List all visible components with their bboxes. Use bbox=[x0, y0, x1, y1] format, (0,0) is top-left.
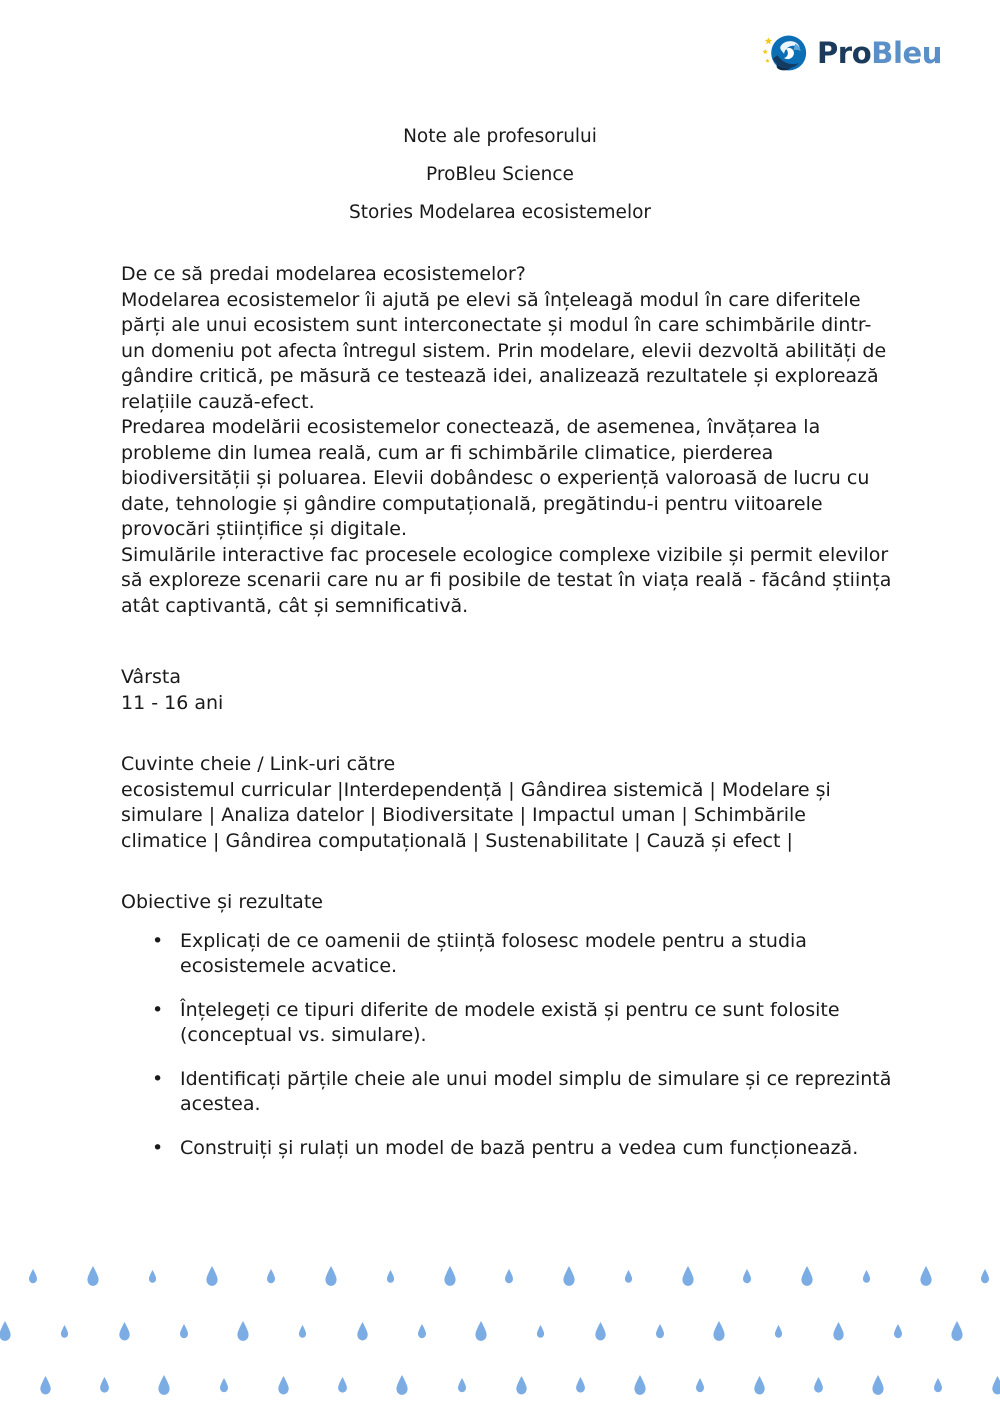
water-droplet-icon bbox=[356, 1322, 369, 1342]
water-droplet-icon bbox=[86, 1266, 100, 1288]
water-droplet-icon bbox=[99, 1377, 110, 1394]
water-droplet-icon bbox=[266, 1269, 276, 1285]
water-droplet-icon bbox=[474, 1321, 488, 1343]
water-droplet-icon bbox=[205, 1266, 219, 1288]
footer-droplet-pattern bbox=[0, 1255, 1000, 1415]
water-droplet-icon bbox=[277, 1376, 290, 1396]
spacer bbox=[121, 619, 893, 665]
water-droplet-icon bbox=[118, 1322, 131, 1342]
page-subtitle: ProBleu Science bbox=[426, 164, 574, 185]
probleu-globe-icon bbox=[762, 30, 808, 76]
water-droplet-icon bbox=[774, 1325, 783, 1339]
spacer bbox=[121, 716, 893, 752]
objectives-list bbox=[121, 929, 893, 1162]
water-droplet-icon bbox=[28, 1269, 38, 1285]
keywords-value: ecosistemul curricular |Interdependență | Gândirea sistemică | Modelare și simulare | Analiza datelor | Biodiversitate | Impactul uman | Schimbările climatice | Gândirea computațională | Sustenabilitate | Cauză și efect | bbox=[121, 778, 831, 852]
water-droplet-icon bbox=[800, 1266, 814, 1288]
document-body bbox=[121, 262, 893, 1161]
list-item-text: Construiți și rulați un model de bază pentru a vedea cum funcționează. bbox=[180, 1136, 859, 1159]
water-droplet-icon bbox=[298, 1325, 307, 1339]
water-droplet-icon bbox=[655, 1324, 665, 1340]
water-droplet-icon bbox=[832, 1322, 845, 1342]
why-paragraph-1: Modelarea ecosistemelor îi ajută pe elevi să înțeleagă modul în care diferitele părți ale unui ecosistem sunt interconectate și modul în care schimbările dintr-un domeniu pot afecta întregul sistem. Prin modelare, elevii dezvoltă abilități de gândire critică, pe măsură ce testează idei, analizează rezultatele și explorează relațiile cauză-efect. bbox=[121, 288, 887, 413]
water-droplet-icon bbox=[862, 1270, 871, 1284]
water-droplet-icon bbox=[395, 1375, 409, 1397]
water-droplet-icon bbox=[157, 1375, 171, 1397]
water-droplet-icon bbox=[536, 1325, 545, 1339]
water-droplet-icon bbox=[60, 1325, 69, 1339]
water-droplet-icon bbox=[504, 1269, 514, 1285]
water-droplet-icon bbox=[562, 1266, 576, 1288]
water-droplet-icon bbox=[991, 1376, 1000, 1396]
age-label: Vârsta bbox=[121, 666, 181, 688]
age-value: 11 - 16 ani bbox=[121, 691, 224, 714]
objectives-label: Obiective și rezultate bbox=[121, 891, 323, 913]
water-droplet-icon bbox=[39, 1376, 52, 1396]
water-droplet-icon bbox=[681, 1266, 695, 1288]
brand-name-part1: Pro bbox=[816, 35, 872, 70]
bullet-icon: • bbox=[152, 998, 164, 1021]
water-droplet-icon bbox=[695, 1378, 705, 1394]
brand-logo bbox=[762, 30, 942, 76]
water-droplet-icon bbox=[871, 1375, 885, 1397]
spacer bbox=[121, 854, 893, 890]
page-title: Note ale profesorului bbox=[403, 126, 597, 147]
document-title-block bbox=[0, 118, 1000, 232]
water-droplet-icon bbox=[933, 1378, 943, 1394]
water-droplet-icon bbox=[753, 1376, 766, 1396]
bullet-icon: • bbox=[152, 929, 164, 952]
water-droplet-icon bbox=[893, 1324, 903, 1340]
water-droplet-icon bbox=[712, 1321, 726, 1343]
water-droplet-icon bbox=[324, 1266, 338, 1288]
water-droplet-icon bbox=[443, 1266, 457, 1288]
list-item-text: Explicați de ce oamenii de știință folosesc modele pentru a studia ecosistemele acvatice. bbox=[180, 929, 807, 977]
water-droplet-icon bbox=[742, 1269, 752, 1285]
water-droplet-icon bbox=[0, 1321, 12, 1343]
water-droplet-icon bbox=[813, 1377, 824, 1394]
brand-name-part2: Bleu bbox=[871, 35, 942, 70]
why-paragraph-2: Predarea modelării ecosistemelor conectează, de asemenea, învățarea la probleme din lumea reală, cum ar fi schimbările climatice, pierderea biodiversității și poluarea. Elevii dobândesc o experiență valoroasă de lucru cu date, tehnologie și gândire computațională, pregătindu-i pentru viitoarele provocări științifice și digitale. bbox=[121, 416, 870, 540]
water-droplet-icon bbox=[179, 1324, 189, 1340]
section-heading-why: De ce să predai modelarea ecosistemelor? bbox=[121, 263, 526, 285]
list-item bbox=[121, 929, 893, 980]
keywords-label: Cuvinte cheie / Link-uri către bbox=[121, 753, 396, 775]
water-droplet-icon bbox=[950, 1321, 964, 1343]
water-droplet-icon bbox=[386, 1270, 395, 1284]
list-item bbox=[121, 1067, 893, 1118]
list-item bbox=[121, 1136, 893, 1162]
bullet-icon: • bbox=[152, 1136, 164, 1159]
water-droplet-icon bbox=[919, 1266, 933, 1288]
list-item bbox=[121, 998, 893, 1049]
water-droplet-icon bbox=[337, 1377, 348, 1394]
bullet-icon: • bbox=[152, 1067, 164, 1090]
brand-wordmark bbox=[816, 35, 942, 70]
why-paragraph-3: Simulările interactive fac procesele ecologice complexe vizibile și permit elevilor să exploreze scenarii care nu ar fi posibile de testat în viața reală - făcând știința atât captivantă, cât și semnificativă. bbox=[121, 543, 892, 617]
page-topic: Stories Modelarea ecosistemelor bbox=[348, 202, 652, 223]
water-droplet-icon bbox=[219, 1378, 229, 1394]
water-droplet-icon bbox=[633, 1375, 647, 1397]
water-droplet-icon bbox=[515, 1376, 528, 1396]
water-droplet-icon bbox=[624, 1270, 633, 1284]
water-droplet-icon bbox=[594, 1322, 607, 1342]
list-item-text: Înțelegeți ce tipuri diferite de modele există și pentru ce sunt folosite (conceptual vs. simulare). bbox=[180, 998, 840, 1046]
water-droplet-icon bbox=[980, 1269, 990, 1285]
water-droplet-icon bbox=[236, 1321, 250, 1343]
list-item-text: Identificați părțile cheie ale unui model simplu de simulare și ce reprezintă acestea. bbox=[180, 1067, 892, 1115]
water-droplet-icon bbox=[575, 1377, 586, 1394]
water-droplet-icon bbox=[148, 1270, 157, 1284]
water-droplet-icon bbox=[417, 1324, 427, 1340]
water-droplet-icon bbox=[457, 1378, 467, 1394]
